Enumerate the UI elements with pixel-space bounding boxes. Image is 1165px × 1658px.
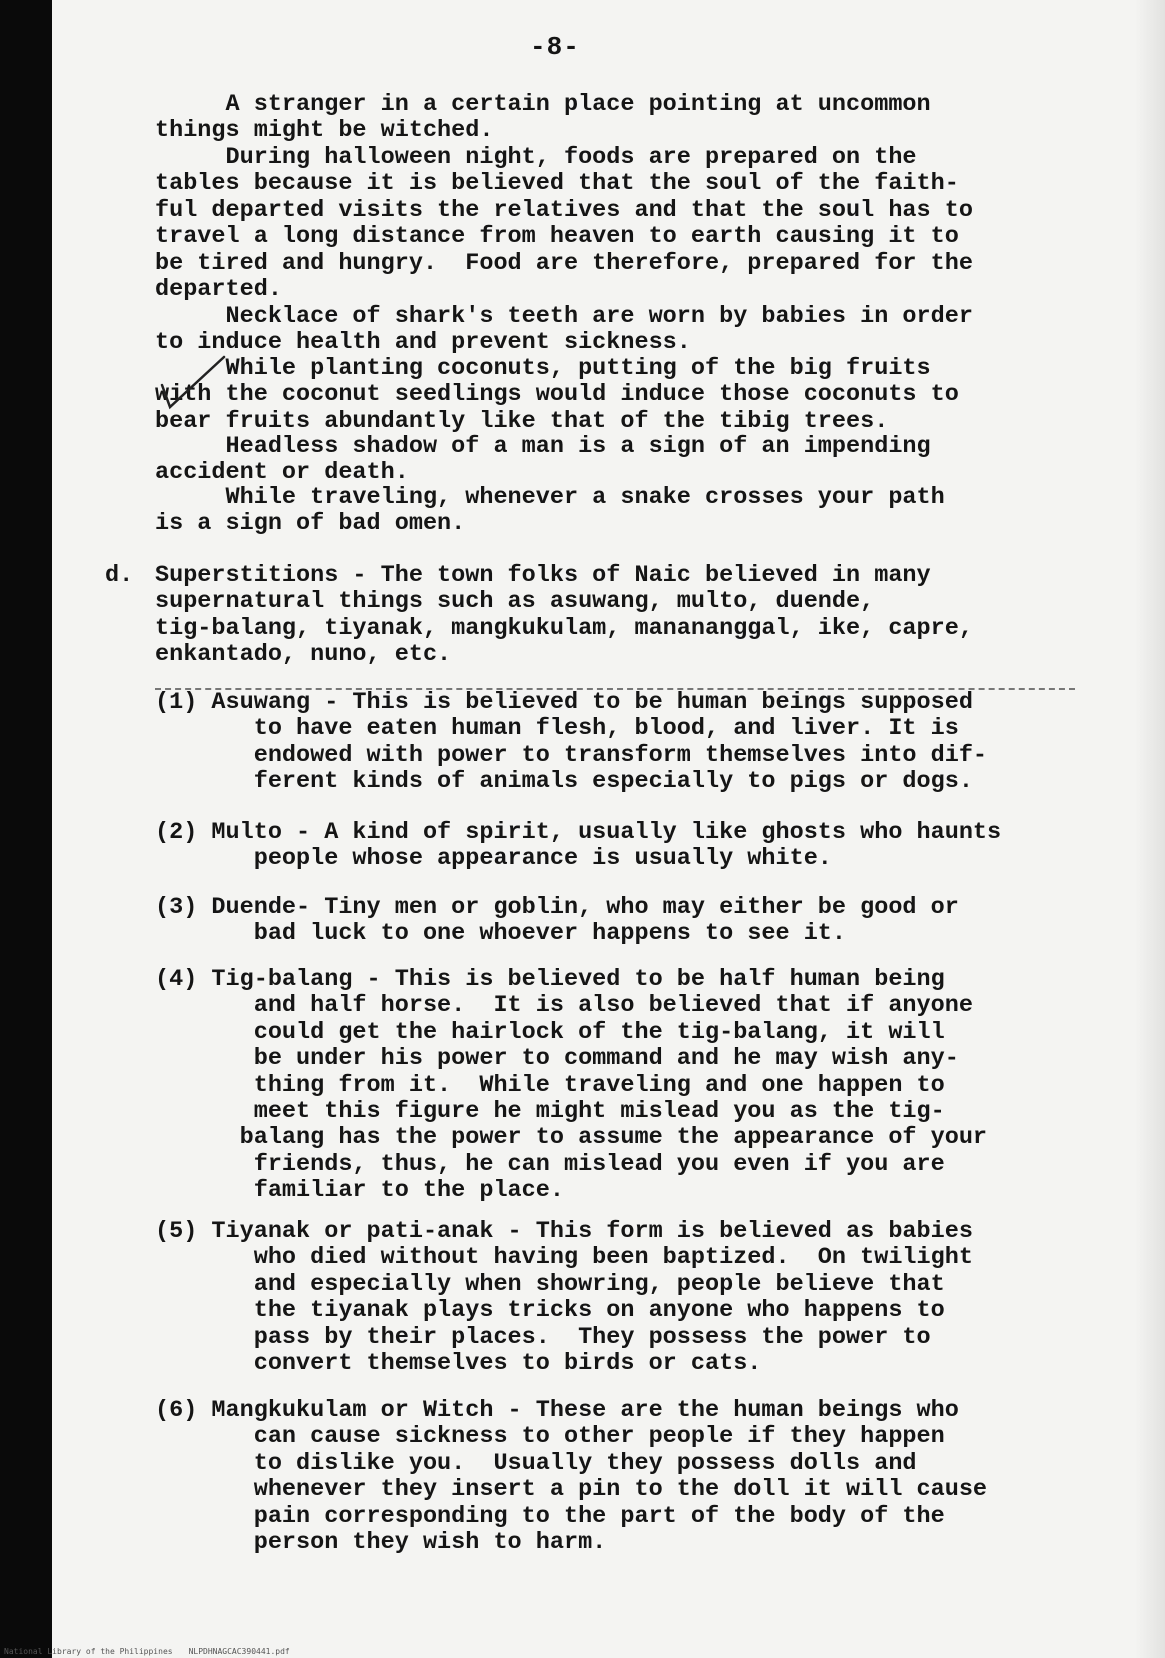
section-d-superstitions: Superstitions - The town folks of Naic believed in many supernatural things such as asuwang, multo, duende, tig-balang, tiyanak, mangkukulam, manananggal, ike, capre, enkantado, nuno, etc. [155, 562, 973, 669]
paragraph-headless-shadow: Headless shadow of a man is a sign of an impending accident or death. [155, 433, 931, 487]
scan-border-left [0, 0, 52, 1658]
scan-footer [4, 1647, 306, 1656]
item-asuwang: (1) Asuwang - This is believed to be human beings supposed to have eaten human flesh, blood, and liver. It is endowed with power to transform themselves into dif- ferent kinds of animals especially to pigs or dogs. [155, 689, 988, 796]
item-mangkukulam: (6) Mangkukulam or Witch - These are the human beings who can cause sickness to other people if they happen to dislike you. Usually they possess dolls and whenever they insert a pin to the doll it will cause pain corresponding to the part of the body of the person they wish to harm. [155, 1397, 988, 1557]
item-tig-balang: (4) Tig-balang - This is believed to be half human being and half horse. It is also believed that if anyone could get the hairlock of the tig-balang, it will be under his power to command and he may wish any- thing from it. While traveling and one happen to meet this figure he might mislead you as the tig- balang has the power to assume the appearance of your friends, thus, he can mislead you even if you are familiar to the place. [155, 966, 988, 1205]
section-d-marker: d. [105, 562, 134, 589]
item-multo: (2) Multo - A kind of spirit, usually like ghosts who haunts people whose appearance is usually white. [155, 819, 1002, 873]
paragraph-stranger: A stranger in a certain place pointing at uncommon things might be witched. [155, 91, 931, 145]
paragraph-snake: While traveling, whenever a snake crosses your path is a sign of bad omen. [155, 484, 945, 538]
item-duende: (3) Duende- Tiny men or goblin, who may either be good or bad luck to one whoever happens to see it. [155, 894, 959, 948]
item-tiyanak: (5) Tiyanak or pati-anak - This form is believed as babies who died without having been baptized. On twilight and especially when showring, people believe that the tiyanak plays tricks on anyone who happens to pass by their places. They possess the power to convert themselves to birds or cats. [155, 1218, 973, 1378]
paragraph-halloween: During halloween night, foods are prepared on the tables because it is believed that the soul of the faith- ful departed visits the relatives and that the soul has to travel a long distance from heaven to earth causing it to be tired and hungry. Food are therefore, prepared for the departed. [155, 144, 973, 304]
scan-border-right [1135, 0, 1165, 1658]
page-number: -8- [530, 32, 580, 62]
paragraph-necklace: Necklace of shark's teeth are worn by babies in order to induce health and prevent sickness. [155, 303, 973, 357]
footer-library: National Library of the Philippines [4, 1647, 173, 1656]
footer-file-id: NLPDHNAGCAC390441.pdf [188, 1647, 290, 1656]
paragraph-coconuts: While planting coconuts, putting of the big fruits with the coconut seedlings would induce those coconuts to bear fruits abundantly like that of the tibig trees. [155, 355, 959, 435]
handwritten-check-mark [160, 355, 230, 415]
